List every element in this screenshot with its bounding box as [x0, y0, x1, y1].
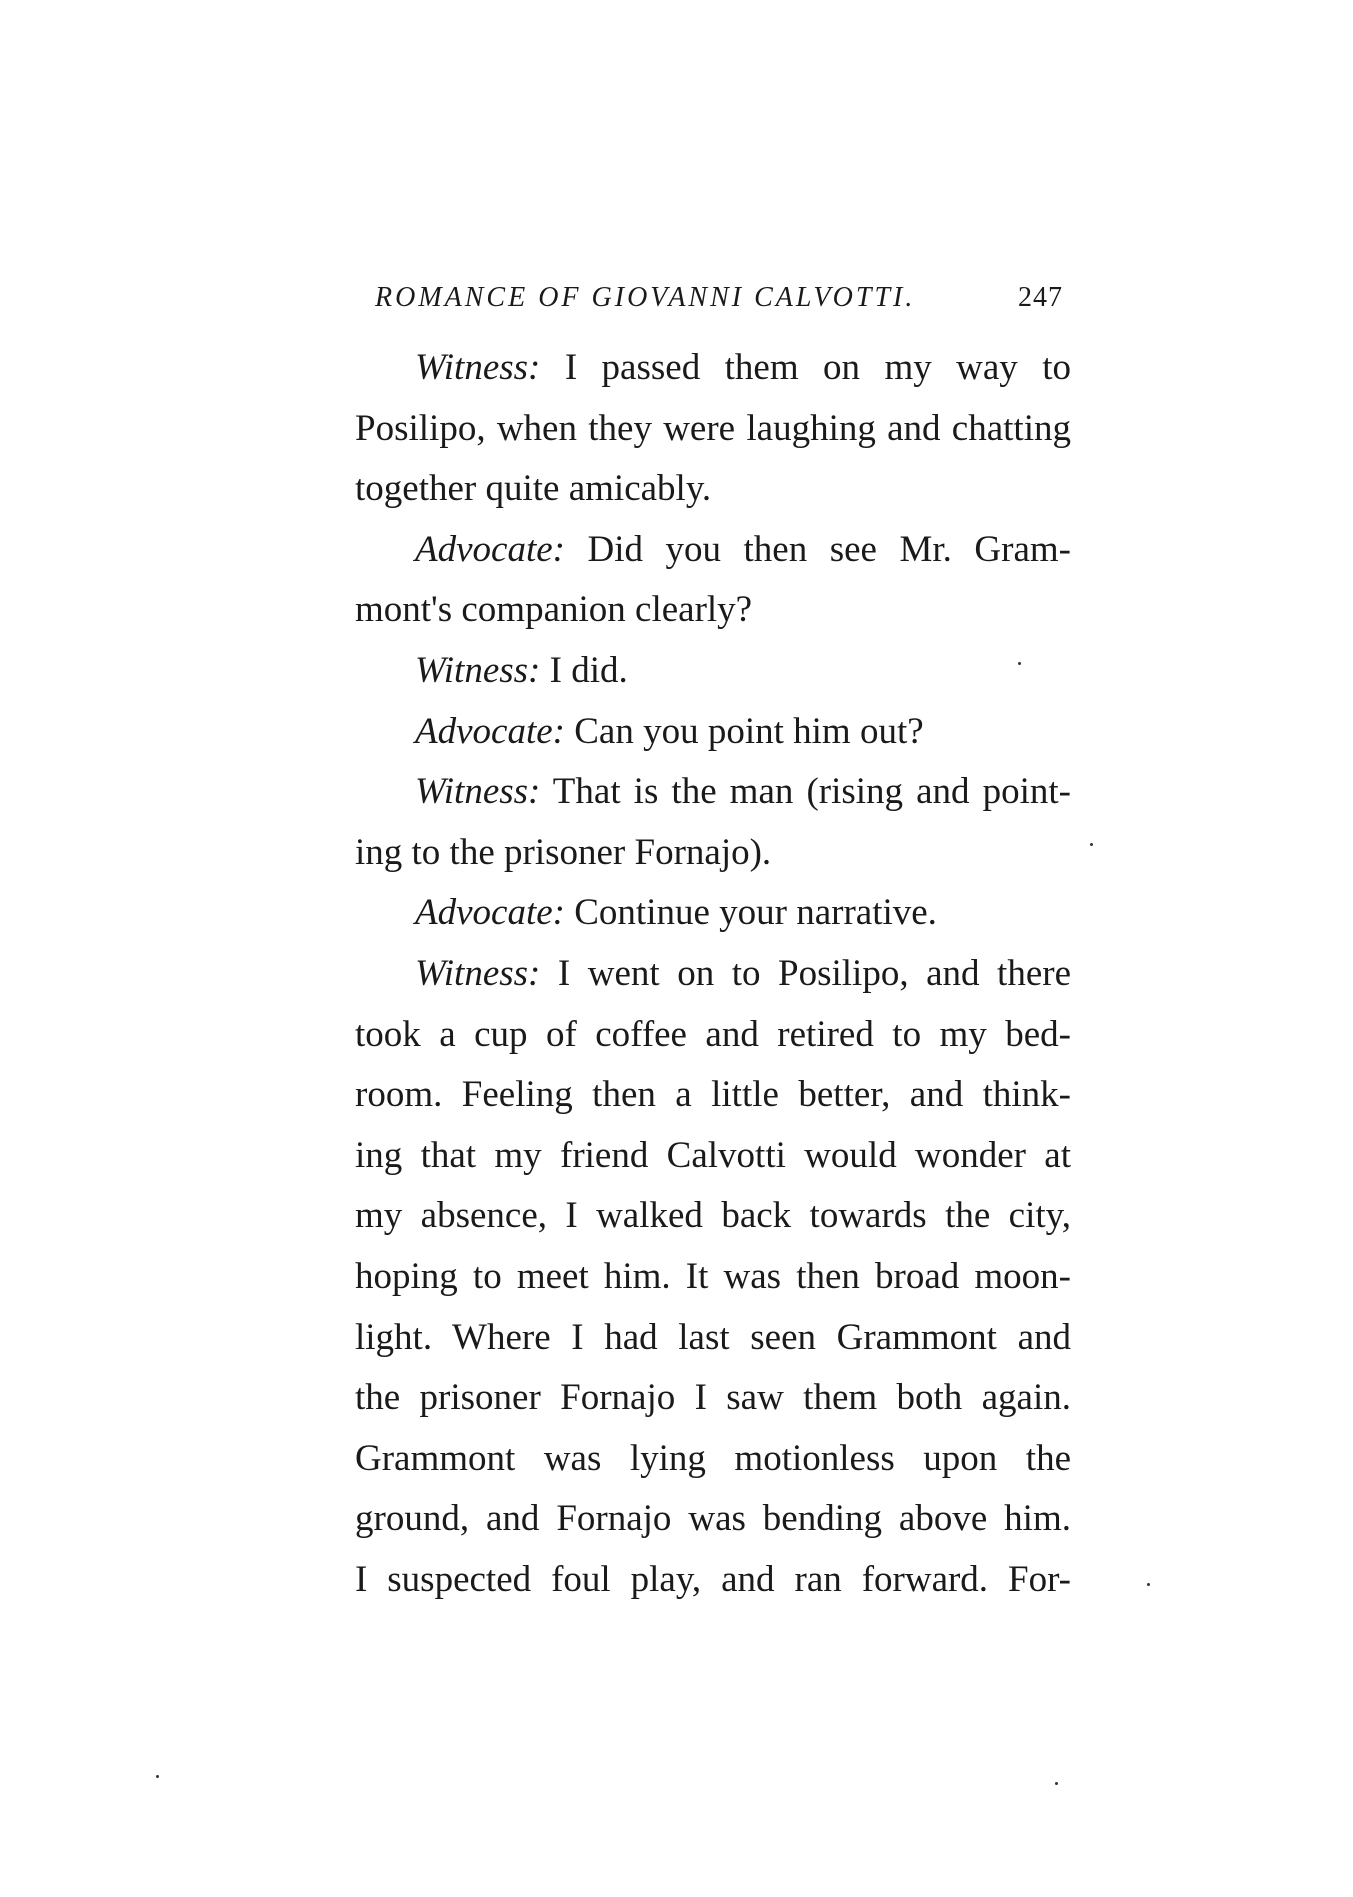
text-line: ground, and Fornajo was bending above him. — [355, 1498, 1071, 1540]
page-body — [295, 338, 1071, 1610]
paragraph — [295, 338, 1071, 520]
text-line — [295, 762, 1071, 823]
text-line: Posilipo, when they were laughing and chatting — [355, 407, 1071, 449]
scan-speck — [1147, 1583, 1150, 1586]
line-text: Did you then see Mr. Gram- — [587, 528, 1071, 570]
text-line: room. Feeling then a little better, and think- — [355, 1074, 1071, 1116]
scan-speck — [156, 1775, 159, 1778]
scan-speck — [1018, 662, 1021, 665]
paragraph — [295, 520, 1071, 641]
text-line — [295, 338, 1071, 399]
text-line — [295, 944, 1071, 1005]
paragraph — [295, 641, 1071, 702]
text-line: light. Where I had last seen Grammont and — [355, 1316, 1071, 1358]
line-text: I went on to Posilipo, and there — [557, 952, 1071, 994]
paragraph — [295, 883, 1071, 944]
speaker-label: Witness: — [415, 771, 541, 813]
speaker-label: Witness: — [415, 649, 541, 691]
text-line: ing to the prisoner Fornajo). — [355, 831, 772, 873]
paragraph — [295, 702, 1071, 763]
line-text: I passed them on my way to — [564, 347, 1071, 388]
text-line — [295, 702, 1071, 763]
line-text: I did. — [549, 649, 628, 691]
text-line — [295, 883, 1071, 944]
speaker-label: Witness: — [415, 347, 541, 388]
text-line: ing that my friend Calvotti would wonder at — [355, 1134, 1071, 1176]
speaker-label: Witness: — [415, 952, 541, 994]
page-number: 247 — [1018, 282, 1063, 313]
scan-speck — [1090, 843, 1093, 846]
text-line — [295, 641, 1071, 702]
text-line: my absence, I walked back towards the city, — [355, 1195, 1071, 1237]
running-header — [355, 276, 1075, 320]
running-title: ROMANCE OF GIOVANNI CALVOTTI. — [375, 282, 916, 313]
line-text: Can you point him out? — [574, 710, 924, 752]
speaker-label: Advocate: — [415, 710, 565, 752]
line-text: That is the man (rising and point- — [552, 771, 1071, 813]
text-line: took a cup of coffee and retired to my bed- — [355, 1013, 1071, 1055]
text-line: the prisoner Fornajo I saw them both again. — [355, 1377, 1071, 1419]
text-line: Grammont was lying motionless upon the — [355, 1437, 1071, 1479]
paragraph — [295, 944, 1071, 1611]
text-line: I suspected foul play, and ran forward. For- — [355, 1558, 1071, 1600]
text-line: together quite amicably. — [355, 468, 712, 510]
text-line — [295, 520, 1071, 581]
text-line: hoping to meet him. It was then broad moon- — [355, 1255, 1071, 1297]
line-text: Continue your narrative. — [574, 892, 937, 934]
speaker-label: Advocate: — [415, 528, 565, 570]
scan-speck — [1055, 1782, 1058, 1785]
paragraph — [295, 762, 1071, 883]
speaker-label: Advocate: — [415, 892, 565, 934]
text-line: mont's companion clearly? — [355, 589, 753, 631]
